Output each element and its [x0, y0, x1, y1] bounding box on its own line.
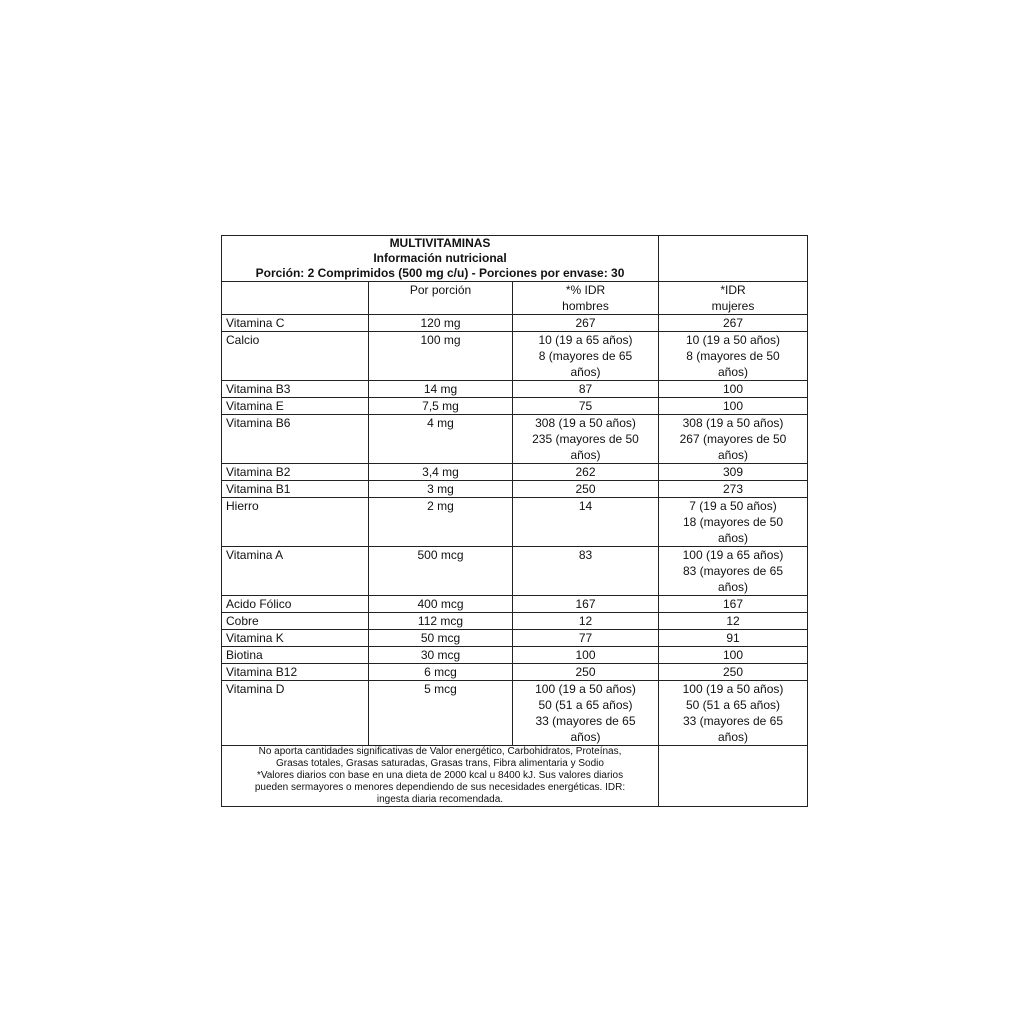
idr-women-value	[659, 596, 808, 613]
table-row	[222, 547, 808, 596]
idr-men-value	[513, 415, 659, 464]
header-per-portion	[369, 282, 513, 315]
nutrient-name	[222, 664, 369, 681]
nutrient-amount-line: 400 mcg	[417, 597, 464, 611]
idr-men-value	[513, 647, 659, 664]
idr-men-value-line: 250	[575, 665, 596, 679]
nutrient-name	[222, 613, 369, 630]
idr-women-value-line: 309	[722, 465, 744, 479]
nutrient-amount-line: 14 mg	[423, 382, 458, 396]
table-row	[222, 647, 808, 664]
nutrient-name-line: Vitamina B2	[226, 465, 291, 479]
table-row	[222, 681, 808, 746]
table-row	[222, 596, 808, 613]
idr-men-value	[513, 315, 659, 332]
idr-women-value-line: 33 (mayores de 65	[682, 714, 784, 728]
idr-women-value	[659, 498, 808, 547]
idr-men-value-line: 262	[575, 465, 596, 479]
nutrient-amount-line: 100 mg	[420, 333, 461, 347]
idr-women-value-line: 100	[722, 399, 744, 413]
table-row	[222, 630, 808, 647]
idr-women-value-line: 10 (19 a 50 años)	[685, 333, 781, 347]
idr-women-value-line: años)	[717, 531, 749, 545]
idr-men-value	[513, 464, 659, 481]
header-idr-men-line: *% IDR	[565, 283, 606, 297]
nutrient-name	[222, 464, 369, 481]
nutrient-name-line: Vitamina D	[226, 682, 285, 696]
idr-men-value-line: 100	[575, 648, 596, 662]
idr-women-value	[659, 332, 808, 381]
portion-text: Porción: 2 Comprimidos (500 mg c/u) - Porciones por envase: 30	[255, 266, 625, 280]
idr-men-value	[513, 613, 659, 630]
idr-women-value-line: años)	[717, 365, 749, 379]
idr-men-value	[513, 664, 659, 681]
idr-women-value-line: 308 (19 a 50 años)	[682, 416, 784, 430]
footnote-line: *Valores diarios con base en una dieta de 2000 kcal u 8400 kJ. Sus valores diarios	[256, 770, 624, 781]
idr-women-value	[659, 464, 808, 481]
idr-women-value-line: 12	[726, 614, 740, 628]
header-empty-cell	[222, 282, 369, 315]
nutrient-amount	[369, 498, 513, 547]
idr-men-value	[513, 596, 659, 613]
idr-men-value-line: 87	[578, 382, 593, 396]
table-row	[222, 398, 808, 415]
header-idr-women-line: mujeres	[711, 299, 755, 313]
nutrient-name	[222, 547, 369, 596]
idr-men-value-line: 50 (51 a 65 años)	[538, 698, 633, 712]
nutrient-amount-line: 7,5 mg	[422, 399, 459, 413]
idr-women-value-line: 273	[722, 482, 744, 496]
footnote-row	[222, 746, 808, 807]
idr-men-value	[513, 481, 659, 498]
idr-women-value-line: años)	[717, 580, 749, 594]
idr-women-value-line: años)	[717, 730, 749, 744]
nutrient-name	[222, 415, 369, 464]
nutrient-name-line: Vitamina A	[226, 548, 284, 562]
footnote-line: pueden sermayores o menores dependiendo de sus necesidades energéticas. IDR:	[254, 782, 626, 793]
nutrient-name	[222, 498, 369, 547]
nutrient-name-line: Vitamina C	[226, 316, 285, 330]
nutrient-name-line: Vitamina K	[226, 631, 284, 645]
idr-women-value	[659, 613, 808, 630]
nutrient-name-line: Cobre	[226, 614, 259, 628]
idr-women-value-line: 8 (mayores de 50	[686, 349, 780, 363]
nutrient-name-line: Acido Fólico	[226, 597, 292, 611]
idr-women-value-line: 267	[722, 316, 744, 330]
idr-men-value-line: años)	[570, 448, 601, 462]
nutrient-amount-line: 500 mcg	[417, 548, 464, 562]
idr-men-value-line: 250	[575, 482, 596, 496]
idr-women-value-line: 7 (19 a 50 años)	[689, 499, 777, 513]
table-row	[222, 464, 808, 481]
idr-women-value-line: 91	[726, 631, 740, 645]
nutrient-amount	[369, 596, 513, 613]
nutrient-amount	[369, 464, 513, 481]
info-subtitle: Información nutricional	[373, 251, 507, 265]
idr-men-value	[513, 630, 659, 647]
table-row	[222, 481, 808, 498]
idr-women-value-line: 100	[722, 648, 744, 662]
nutrient-amount	[369, 681, 513, 746]
header-per-portion-line: Por porción	[409, 283, 472, 297]
idr-men-value	[513, 398, 659, 415]
nutrient-name-line: Calcio	[226, 333, 260, 347]
nutrient-amount-line: 5 mcg	[424, 682, 457, 696]
nutrient-name	[222, 481, 369, 498]
idr-men-value-line: 33 (mayores de 65	[535, 714, 636, 728]
nutrient-name-line: Biotina	[226, 648, 263, 662]
idr-women-value	[659, 630, 808, 647]
table-row	[222, 498, 808, 547]
nutrient-name-line: Vitamina B1	[226, 482, 291, 496]
nutrient-name-line: Hierro	[226, 499, 259, 513]
nutrient-name	[222, 681, 369, 746]
idr-men-value-line: 83	[578, 548, 593, 562]
title-cell	[222, 236, 659, 282]
idr-men-value-line: 100 (19 a 50 años)	[535, 682, 636, 696]
idr-women-value-line: 83 (mayores de 65	[682, 564, 784, 578]
idr-men-value-line: 308 (19 a 50 años)	[535, 416, 636, 430]
nutrient-amount	[369, 398, 513, 415]
nutrient-amount	[369, 613, 513, 630]
table-row	[222, 332, 808, 381]
nutrient-name-line: Vitamina B12	[226, 665, 298, 679]
idr-men-value-line: 12	[578, 614, 593, 628]
idr-women-value-line: 100 (19 a 50 años)	[682, 682, 784, 696]
nutrient-amount-line: 3,4 mg	[422, 465, 459, 479]
idr-women-value-line: 100	[722, 382, 744, 396]
idr-women-value	[659, 481, 808, 498]
idr-women-value	[659, 415, 808, 464]
nutrient-name	[222, 596, 369, 613]
header-idr-men	[513, 282, 659, 315]
nutrient-amount-line: 4 mg	[427, 416, 454, 430]
nutrient-amount	[369, 647, 513, 664]
nutrition-table-body	[222, 236, 808, 807]
idr-women-value	[659, 547, 808, 596]
nutrient-amount	[369, 664, 513, 681]
nutrient-amount	[369, 332, 513, 381]
header-idr-women	[659, 282, 808, 315]
table-row	[222, 664, 808, 681]
nutrient-name-line: Vitamina B3	[226, 382, 291, 396]
idr-men-value	[513, 381, 659, 398]
footnote-line: Grasas totales, Grasas saturadas, Grasas trans, Fibra alimentaria y Sodio	[276, 758, 604, 769]
nutrient-amount-line: 120 mg	[420, 316, 461, 330]
idr-men-value-line: 167	[575, 597, 596, 611]
nutrient-name	[222, 630, 369, 647]
nutrient-amount-line: 2 mg	[427, 499, 454, 513]
idr-women-value-line: 250	[722, 665, 744, 679]
nutrient-amount-line: 112 mcg	[417, 614, 464, 628]
footnote	[222, 746, 659, 807]
idr-men-value-line: 10 (19 a 65 años)	[538, 333, 633, 347]
idr-men-value-line: 267	[575, 316, 596, 330]
nutrient-name	[222, 381, 369, 398]
idr-women-value-line: 18 (mayores de 50	[682, 515, 784, 529]
header-idr-women-line: *IDR	[720, 283, 746, 297]
footnote-empty-cell	[659, 746, 808, 807]
idr-women-value	[659, 681, 808, 746]
idr-men-value-line: 8 (mayores de 65	[538, 349, 633, 363]
title-row	[222, 236, 808, 282]
idr-men-value	[513, 498, 659, 547]
product-title: MULTIVITAMINAS	[389, 236, 491, 250]
nutrient-name	[222, 332, 369, 381]
idr-women-value-line: 167	[722, 597, 744, 611]
header-row	[222, 282, 808, 315]
idr-men-value-line: años)	[570, 730, 601, 744]
idr-women-value	[659, 398, 808, 415]
nutrient-amount	[369, 630, 513, 647]
footnote-line: ingesta diaria recomendada.	[376, 794, 504, 805]
footnote-line: No aporta cantidades significativas de Valor energético, Carbohidratos, Proteínas,	[258, 746, 622, 757]
table-row	[222, 415, 808, 464]
idr-men-value	[513, 681, 659, 746]
idr-men-value-line: 75	[578, 399, 593, 413]
nutrient-name	[222, 315, 369, 332]
idr-women-value	[659, 664, 808, 681]
nutrient-name-line: Vitamina B6	[226, 416, 291, 430]
idr-men-value	[513, 332, 659, 381]
title-empty-cell	[659, 236, 808, 282]
table-row	[222, 381, 808, 398]
nutrient-name	[222, 647, 369, 664]
idr-women-value	[659, 315, 808, 332]
header-idr-men-line: hombres	[562, 299, 609, 313]
idr-women-value-line: 100 (19 a 65 años)	[682, 548, 784, 562]
idr-men-value-line: 77	[578, 631, 593, 645]
nutrient-amount	[369, 415, 513, 464]
nutrient-amount-line: 50 mcg	[420, 631, 461, 645]
idr-men-value-line: años)	[570, 365, 601, 379]
nutrient-amount-line: 6 mcg	[424, 665, 457, 679]
idr-women-value	[659, 381, 808, 398]
table-row	[222, 315, 808, 332]
nutrient-amount	[369, 481, 513, 498]
nutrient-amount-line: 30 mcg	[420, 648, 461, 662]
idr-men-value-line: 235 (mayores de 50	[532, 432, 639, 446]
nutrient-name-line: Vitamina E	[226, 399, 284, 413]
idr-women-value-line: 50 (51 a 65 años)	[685, 698, 781, 712]
nutrient-amount	[369, 315, 513, 332]
nutrient-amount	[369, 381, 513, 398]
table-row	[222, 613, 808, 630]
idr-men-value-line: 14	[578, 499, 593, 513]
idr-men-value	[513, 547, 659, 596]
nutrient-amount	[369, 547, 513, 596]
idr-women-value-line: años)	[717, 448, 749, 462]
nutrient-amount-line: 3 mg	[427, 482, 454, 496]
nutrition-table	[221, 235, 808, 807]
idr-women-value	[659, 647, 808, 664]
nutrient-name	[222, 398, 369, 415]
idr-women-value-line: 267 (mayores de 50	[679, 432, 787, 446]
